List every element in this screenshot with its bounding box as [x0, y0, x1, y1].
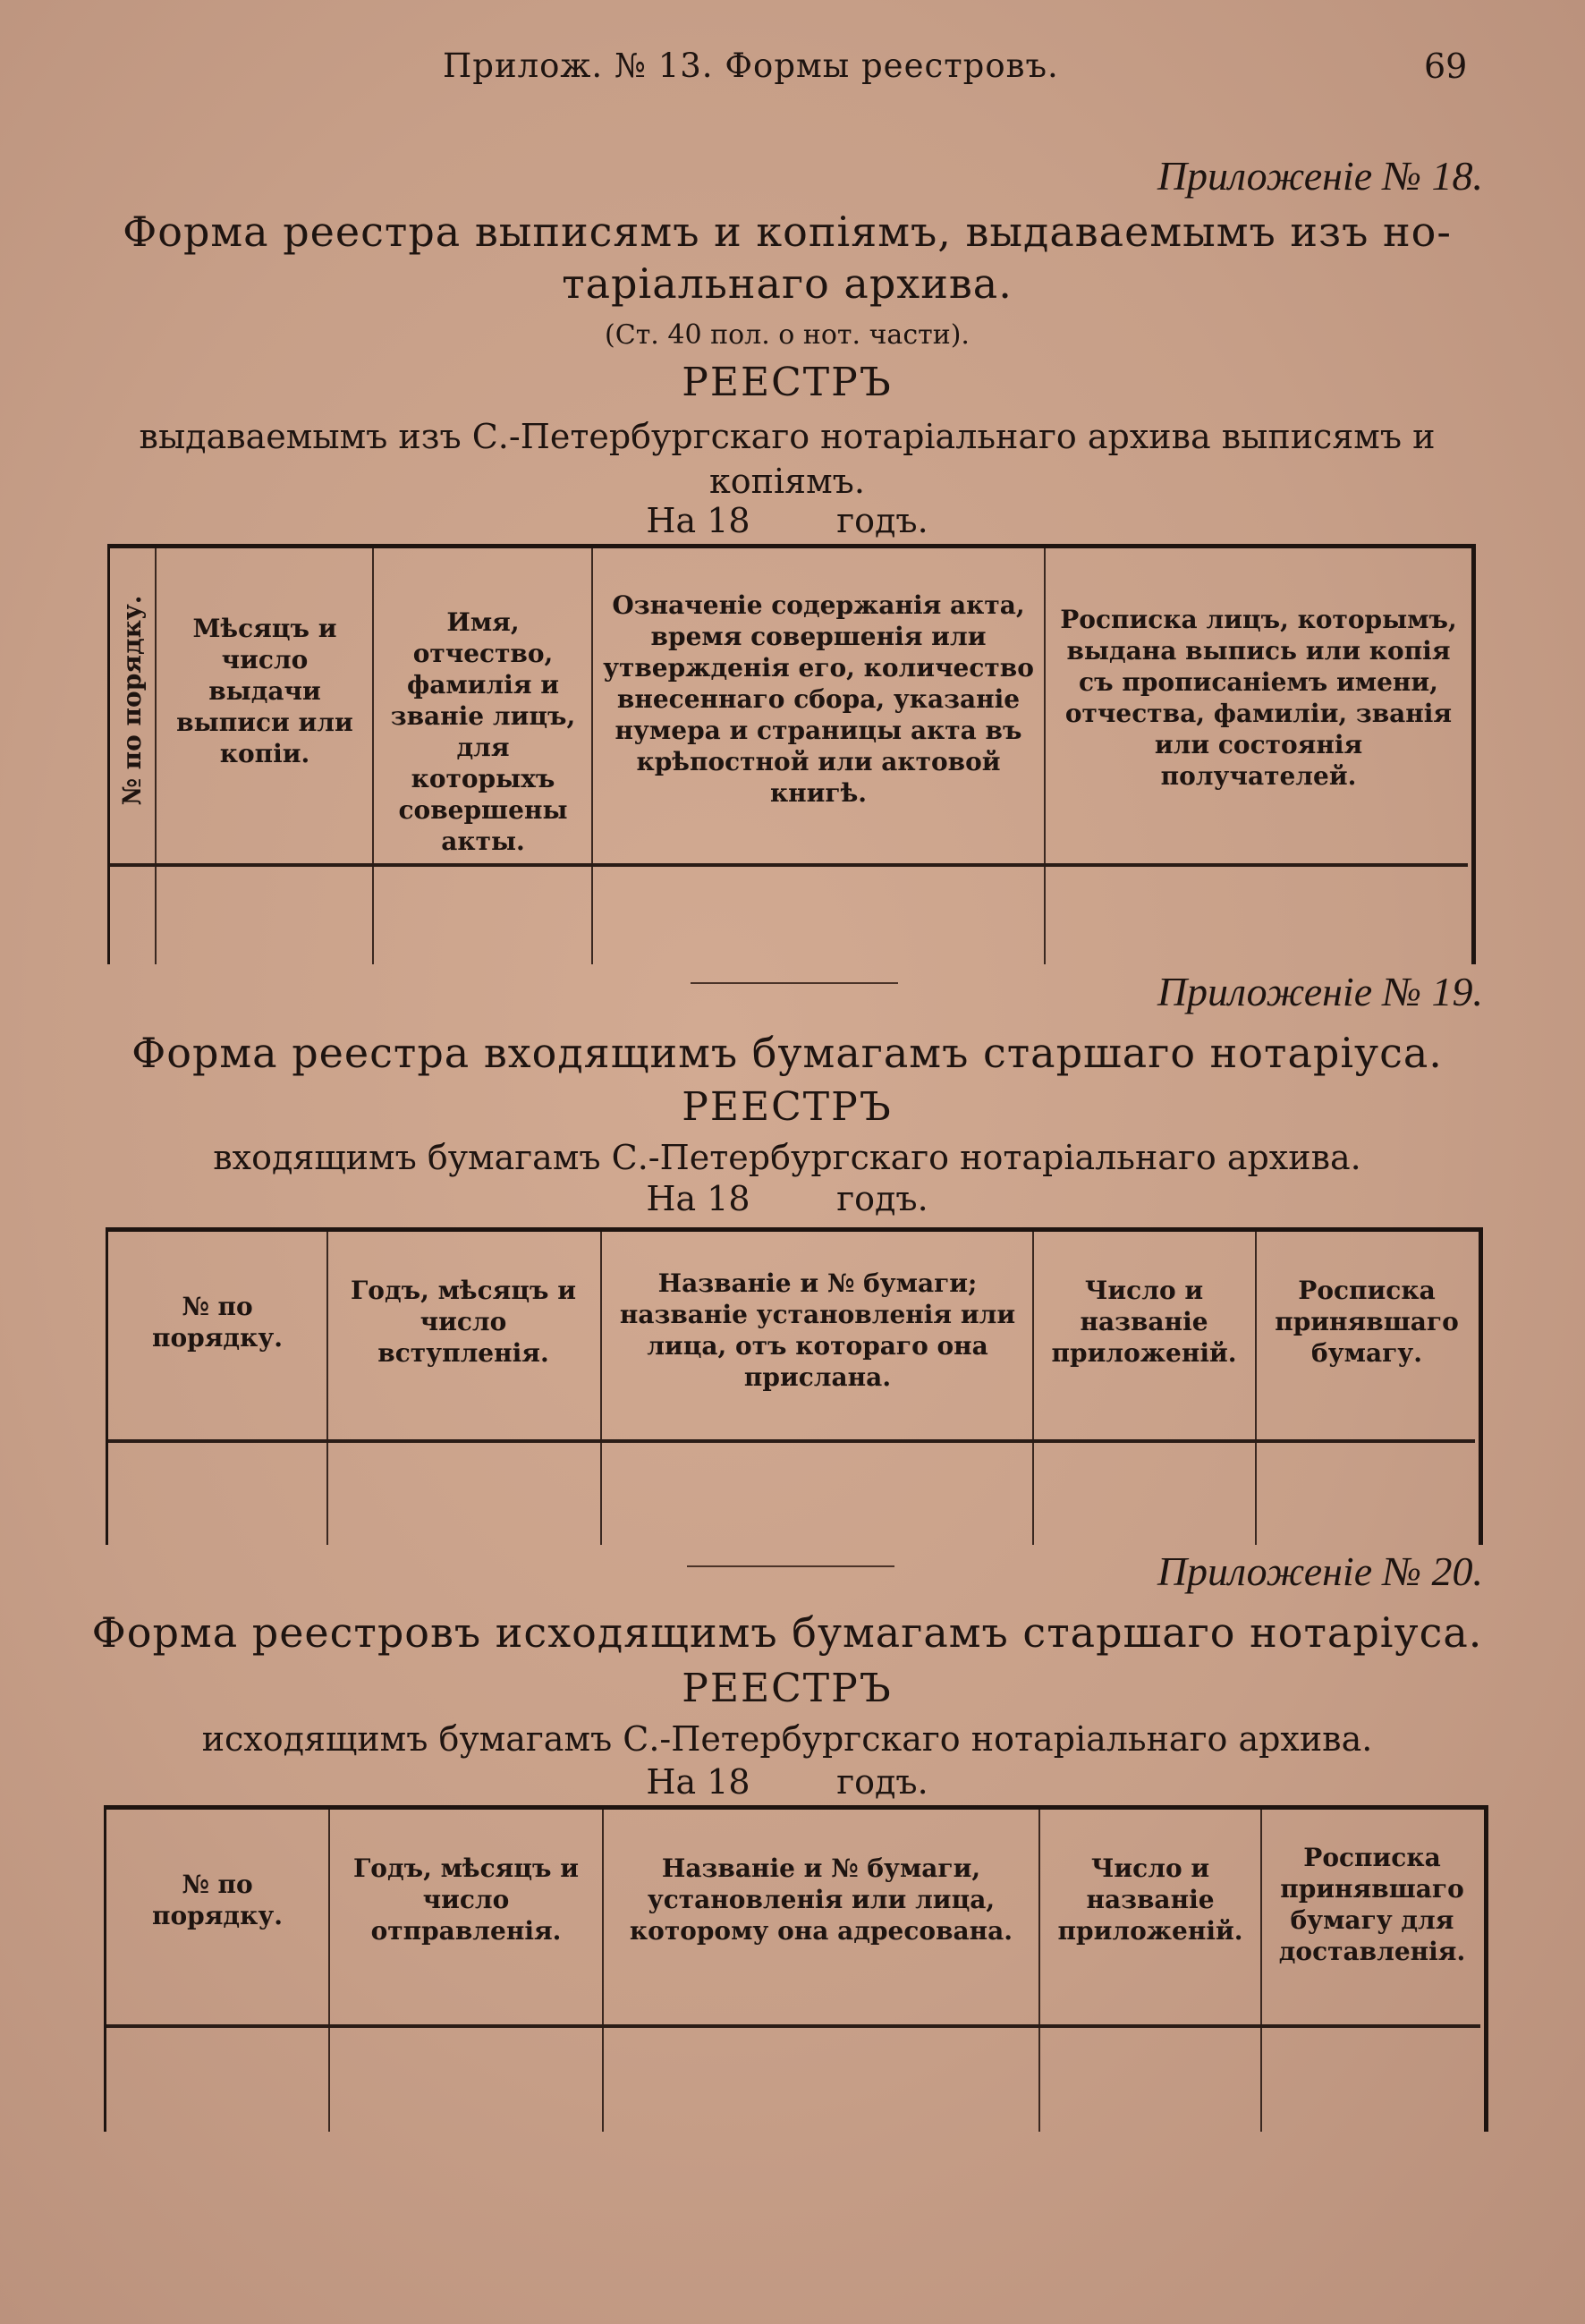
form18-subtitle-line1: выдаваемымъ изъ С.-Петербургскаго нотаріальнаго архива выписямъ и [139, 417, 1436, 456]
column-header-paper-title: Названіе и № бумаги; названіе установленія или лица, отъ котораго она прислана. [619, 1268, 1016, 1392]
column-header-addressee: Названіе и № бумаги, установленія или лица, которому она адресована. [629, 1853, 1013, 1946]
form19-register-heading: РЕЕСТРЪ [682, 1084, 893, 1130]
column-header-receipt: Росписка лицъ, которымъ, выдана выпись или копія съ прописаніемъ имени, отчества, фамиліи, званія или состоянія получателей. [1060, 605, 1457, 791]
column-header-persons: Имя, отчество, фамилія и званіе лицъ, для которыхъ совершены акты. [390, 607, 576, 856]
column-divider [1032, 1232, 1034, 1545]
form20-year-line: На 18 годъ. [646, 1762, 928, 1802]
appendix-18-label: Приложеніе № 18. [1157, 153, 1483, 199]
column-divider [1255, 1232, 1257, 1545]
column-header-sent-date: Годъ, мѣсяцъ и число отправленія. [352, 1853, 580, 1946]
column-header-attachments: Число и названіе приложеній. [1051, 1276, 1237, 1368]
column-divider [1038, 1810, 1040, 2132]
column-header-receipt: Росписка принявшаго бумагу для доставленія. [1278, 1843, 1466, 1966]
column-header-attachments: Число и названіе приложеній. [1057, 1853, 1243, 1946]
header-separator [106, 2024, 1480, 2028]
column-divider [155, 548, 157, 964]
appendix-19-label: Приложеніе № 19. [1157, 969, 1483, 1014]
form18-title-line1: Форма реестра выписямъ и копіямъ, выдаваемымъ изъ но- [123, 208, 1452, 256]
running-head [0, 47, 1585, 91]
form19-title: Форма реестра входящимъ бумагамъ старшаго нотаріуса. [131, 1029, 1443, 1077]
form18-title-line2: таріальнаго архива. [562, 259, 1013, 308]
column-header-received-date: Годъ, мѣсяцъ и число вступленія. [350, 1276, 577, 1368]
column-divider [600, 1232, 602, 1545]
form18-subtitle-line2: копіямъ. [709, 462, 865, 501]
form18-year-line: На 18 годъ. [646, 501, 928, 540]
page-number: 69 [1424, 47, 1468, 86]
column-divider [591, 548, 593, 964]
form18-register-table [107, 544, 1476, 964]
form18-statute-ref: (Ст. 40 пол. о нот. части). [605, 319, 970, 351]
column-divider [602, 1810, 604, 2132]
header-separator [110, 863, 1468, 867]
column-header-number: № по порядку. [117, 595, 147, 806]
column-header-number: № по порядку. [152, 1870, 283, 1930]
header-separator [108, 1439, 1475, 1443]
form20-register-heading: РЕЕСТРЪ [682, 1666, 893, 1711]
form20-title: Форма реестровъ исходящимъ бумагамъ старшаго нотаріуса. [91, 1608, 1483, 1657]
column-header-receipt: Росписка принявшаго бумагу. [1275, 1276, 1459, 1368]
column-header-issue-date: Мѣсяцъ и число выдачи выписи или копіи. [176, 614, 353, 768]
form19-subtitle: входящимъ бумагамъ С.-Петербургскаго нотаріальнаго архива. [213, 1138, 1361, 1177]
column-divider [328, 1810, 330, 2132]
form18-register-heading: РЕЕСТРЪ [682, 360, 893, 405]
column-divider [1260, 1810, 1262, 2132]
column-header-act-content: Означеніе содержанія акта, время совершенія или утвержденія его, количество внесеннаго сбора, указаніе нумера и страницы акта въ крѣпостной или актовой книгѣ. [603, 590, 1034, 808]
form20-subtitle: исходящимъ бумагамъ С.-Петербургскаго нотаріальнаго архива. [201, 1719, 1373, 1759]
form19-year-line: На 18 годъ. [646, 1179, 928, 1218]
form19-register-table [106, 1227, 1483, 1545]
column-divider [326, 1232, 328, 1545]
appendix-20-label: Приложеніе № 20. [1157, 1548, 1483, 1594]
running-title: Прилож. № 13. Формы реестровъ. [443, 47, 1059, 85]
form20-register-table [104, 1805, 1488, 2132]
column-header-number: № по порядку. [152, 1292, 283, 1353]
column-divider [1044, 548, 1046, 964]
column-divider [372, 548, 374, 964]
